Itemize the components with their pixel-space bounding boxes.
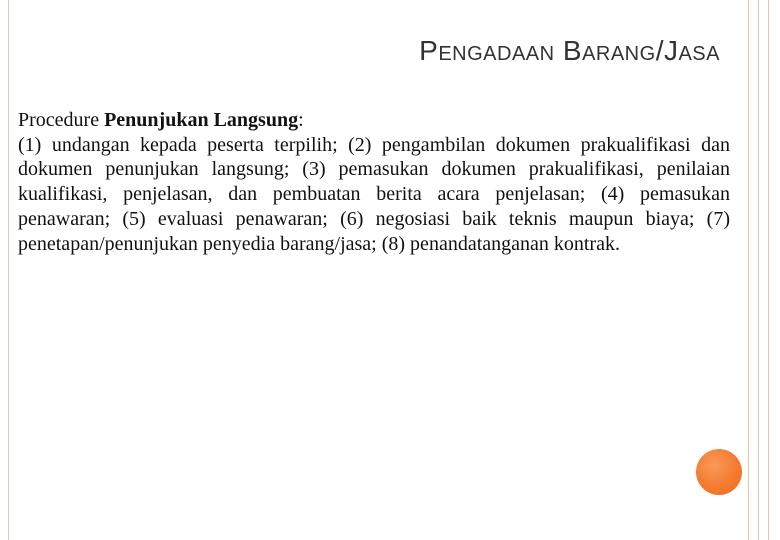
procedure-steps: (1) undangan kepada peserta terpilih; (2) pengambilan dokumen prakualifikasi dan dokumen penunjukan langsung; (3) pemasukan dokumen prakualifikasi, penilaian kualifikasi, penjelasan, dan pembuatan berita acara penjelasan; (4) pemasukan penawaran; (5) evaluasi penawaran; (6) negosiasi baik teknis maupun biaya; (7) penetapan/penunjukan penyedia barang/jasa; (8) penandatanganan kontrak.	[18, 133, 730, 255]
right-border-line	[758, 0, 759, 540]
title-initial: P	[419, 35, 439, 66]
procedure-colon: :	[298, 109, 304, 131]
title-smallcaps: ENGADAAN	[438, 43, 555, 65]
slide-title	[419, 35, 720, 67]
title-initial: B	[562, 35, 583, 66]
title-smallcaps: ASA	[678, 43, 720, 65]
decorative-orange-circle	[696, 449, 742, 495]
title-separator: /	[655, 35, 664, 66]
left-border-line	[8, 0, 9, 540]
right-border-line	[748, 0, 749, 540]
procedure-prefix: Procedure	[18, 109, 105, 131]
title-smallcaps: ARANG	[582, 43, 656, 65]
right-border-line	[768, 0, 769, 540]
slide-body	[18, 108, 730, 256]
procedure-name: Penunjukan Langsung	[104, 109, 299, 131]
title-initial: J	[663, 35, 679, 66]
procedure-heading	[18, 108, 730, 133]
